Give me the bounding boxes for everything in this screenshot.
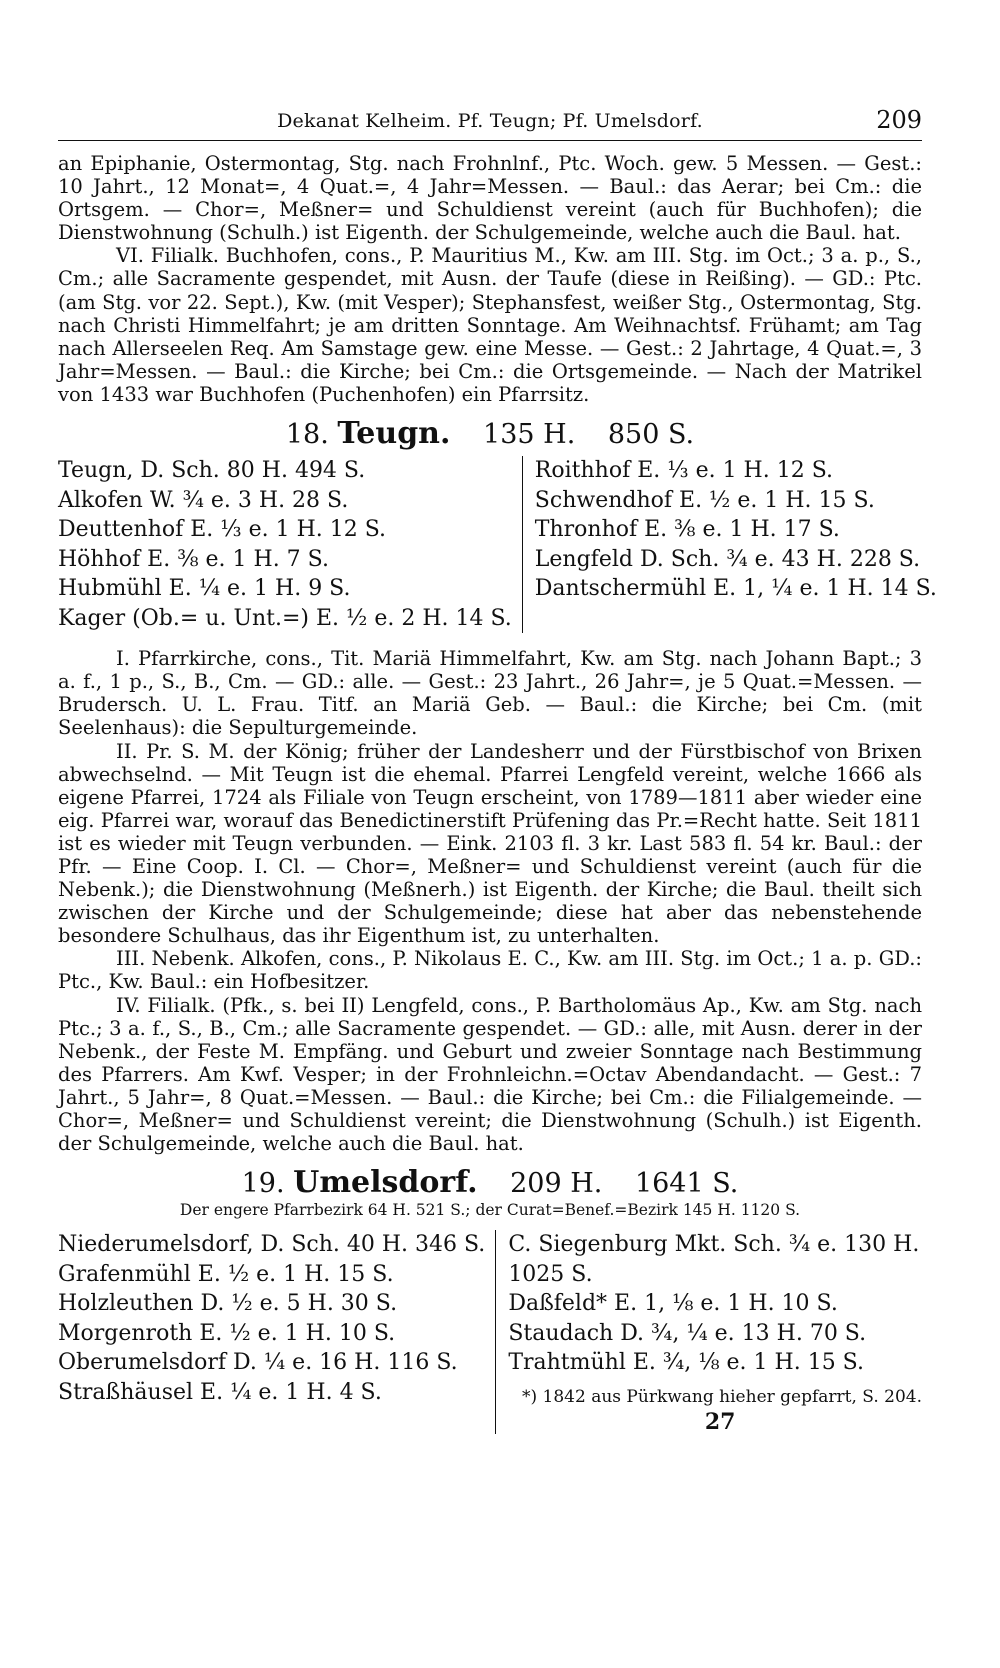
place-entry: Kager (Ob.= u. Unt.=) E. ½ e. 2 H. 14 S. bbox=[58, 605, 512, 631]
page-number: 209 bbox=[876, 106, 922, 134]
places-column-right bbox=[496, 1230, 922, 1434]
section-heading-umelsdorf bbox=[58, 1165, 922, 1201]
places-table-teugn bbox=[58, 456, 937, 633]
running-title: Dekanat Kelheim. Pf. Teugn; Pf. Umelsdorf. bbox=[277, 110, 703, 132]
place-entry: Trahtmühl E. ¾, ⅛ e. 1 H. 15 S. bbox=[508, 1350, 864, 1376]
patronage-paragraph: II. Pr. S. M. der König; früher der Landesherr und der Fürstbischof von Brixen abwechselnd. — Mit Teugn ist die ehemal. Pfarrei Lengfeld vereint, welche 1666 als eigene Pfarrei, 1724 als Filiale von Teugn erscheint, von 1789—1811 aber wieder eine eig. Pfarrei war, worauf das Benedictinerstift Prüfening das Pr.=Recht hatte. Seit 1811 ist es wieder mit Teugn verbunden. — Eink. 2103 fl. 3 kr. Last 583 fl. 54 kr. Baul.: der Pfr. — Eine Coop. I. Cl. — Chor=, Meßner= und Schuldienst vereint (auch für die Nebenk.); die Dienstwohnung (Meßnerh.) ist Eigenth. der Kirche; die Baul. theilt sich zwischen der Kirche und der Schulgemeinde; diese hat aber das nebenstehende besondere Schulhaus, das ihr Eigenthum ist, zu unterhalten. bbox=[58, 739, 922, 948]
place-entry: Dantschermühl E. 1, ¼ e. 1 H. 14 S. bbox=[534, 576, 937, 602]
section-number: 18. bbox=[285, 419, 329, 451]
section-heading-teugn bbox=[58, 416, 922, 452]
places-column-left bbox=[58, 456, 523, 633]
section-souls: 850 S. bbox=[607, 419, 695, 451]
filialk-buchhofen-paragraph: VI. Filialk. Buchhofen, cons., P. Mauritius M., Kw. am III. Stg. im Oct.; 3 a. p., S., Cm.; alle Sacramente gespendet, mit Ausn. der Taufe (diese in Reißing). — GD.: Ptc. (am Stg. vor 22. Sept.), Kw. (mit Vesper); Stephansfest, weißer Stg., Ostermontag, Stg. nach Christi Himmelfahrt; je am dritten Sonntage. Am Weihnachtsf. Frühamt; am Tag nach Allerseelen Req. Am Samstage gew. eine Messe. — Gest.: 2 Jahrtage, 4 Quat.=, 3 Jahr=Messen. — Baul.: die Kirche; bei Cm.: die Ortsgemeinde. — Nach der Matrikel von 1433 war Buchhofen (Puchenhofen) ein Pfarrsitz. bbox=[58, 244, 922, 406]
places-column-left bbox=[58, 1230, 496, 1434]
place-entry: Straßhäusel E. ¼ e. 1 H. 4 S. bbox=[58, 1379, 382, 1405]
section-houses: 209 H. bbox=[510, 1168, 603, 1200]
intro-paragraph: an Epiphanie, Ostermontag, Stg. nach Frohnlnf., Ptc. Woch. gew. 5 Messen. — Gest.: 10 Jahrt., 12 Monat=, 4 Quat.=, 4 Jahr=Messen. — Baul.: das Aerar; bei Cm.: die Ortsgem. — Chor=, Meßner= und Schuldienst vereint (auch für Buchhofen); die Dienstwohnung (Schulh.) ist Eigenth. der Schulgemeinde, welche auch die Baul. hat. bbox=[58, 152, 922, 245]
section-name: Teugn. bbox=[337, 416, 451, 452]
section-souls: 1641 S. bbox=[634, 1168, 739, 1200]
place-entry: Höhhof E. ⅜ e. 1 H. 7 S. bbox=[58, 546, 329, 572]
nebenk-alkofen-paragraph: III. Nebenk. Alkofen, cons., P. Nikolaus E. C., Kw. am III. Stg. im Oct.; 1 a. p. GD.: Ptc., Kw. Baul.: ein Hofbesitzer. bbox=[58, 947, 922, 994]
filialk-lengfeld-paragraph: IV. Filialk. (Pfk., s. bei II) Lengfeld, cons., P. Bartholomäus Ap., Kw. am Stg. nach Ptc.; 3 a. f., S., B., Cm.; alle Sacramente gespendet. — GD.: alle, mit Ausn. derer in der Nebenk., der Feste M. Empfäng. und Geburt und zweier Sonntage nach Bestimmung des Pfarrers. Am Kwf. Vesper; in der Frohnleichn.=Octav Abendandacht. — Gest.: 7 Jahrt., 5 Jahr=, 8 Quat.=Messen. — Baul.: die Kirche; bei Cm.: die Filialgemeinde. — Chor=, Meßner= und Schuldienst vereint; die Dienstwohnung (Schulh.) ist Eigenth. der Schulgemeinde, welche auch die Baul. hat. bbox=[58, 993, 922, 1156]
place-entry: Grafenmühl E. ½ e. 1 H. 15 S. bbox=[58, 1261, 394, 1287]
place-entry: Alkofen W. ¾ e. 3 H. 28 S. bbox=[58, 487, 349, 513]
place-entry: Teugn, D. Sch. 80 H. 494 S. bbox=[58, 458, 366, 484]
footnote: *) 1842 aus Pürkwang hieher gepfarrt, S. 204. bbox=[522, 1386, 922, 1407]
page-content bbox=[58, 152, 937, 1448]
place-entry: C. Siegenburg Mkt. Sch. ¾ e. 130 H. 1025 S. bbox=[508, 1232, 920, 1287]
place-entry: Daßfeld* E. 1, ⅛ e. 1 H. 10 S. bbox=[508, 1291, 838, 1317]
page-header bbox=[58, 106, 922, 141]
place-entry: Deuttenhof E. ⅓ e. 1 H. 12 S. bbox=[58, 517, 387, 543]
place-entry: Roithhof E. ⅓ e. 1 H. 12 S. bbox=[534, 458, 833, 484]
place-entry: Staudach D. ¾, ¼ e. 13 H. 70 S. bbox=[508, 1320, 867, 1346]
place-entry: Holzleuthen D. ½ e. 5 H. 30 S. bbox=[58, 1291, 398, 1317]
place-entry: Thronhof E. ⅜ e. 1 H. 17 S. bbox=[534, 517, 840, 543]
place-entry: Schwendhof E. ½ e. 1 H. 15 S. bbox=[534, 487, 875, 513]
place-entry: Lengfeld D. Sch. ¾ e. 43 H. 228 S. bbox=[534, 546, 921, 572]
places-column-right bbox=[523, 456, 937, 633]
section-number: 19. bbox=[241, 1168, 285, 1200]
signature-mark: 27 bbox=[704, 1408, 736, 1435]
place-entry: Morgenroth E. ½ e. 1 H. 10 S. bbox=[58, 1320, 396, 1346]
place-entry: Niederumelsdorf, D. Sch. 40 H. 346 S. bbox=[58, 1232, 486, 1258]
section-houses: 135 H. bbox=[483, 419, 576, 451]
pfarrkirche-paragraph: I. Pfarrkirche, cons., Tit. Mariä Himmelfahrt, Kw. am Stg. nach Johann Bapt.; 3 a. f., 1 p., S., B., Cm. — GD.: alle. — Gest.: 23 Jahrt., 26 Jahr=, je 5 Quat.=Messen. — Brudersch. U. L. Frau. Titf. an Mariä Geb. — Baul.: die Kirche; bei Cm. (mit Seelenhaus): die Sepulturgemeinde. bbox=[58, 647, 922, 740]
place-entry: Oberumelsdorf D. ¼ e. 16 H. 116 S. bbox=[58, 1350, 458, 1376]
places-table-umelsdorf bbox=[58, 1230, 922, 1434]
place-entry: Hubmühl E. ¼ e. 1 H. 9 S. bbox=[58, 576, 351, 602]
section-name: Umelsdorf. bbox=[293, 1165, 478, 1201]
section-subtitle: Der engere Pfarrbezirk 64 H. 521 S.; der Curat=Benef.=Bezirk 145 H. 1120 S. bbox=[179, 1201, 801, 1220]
